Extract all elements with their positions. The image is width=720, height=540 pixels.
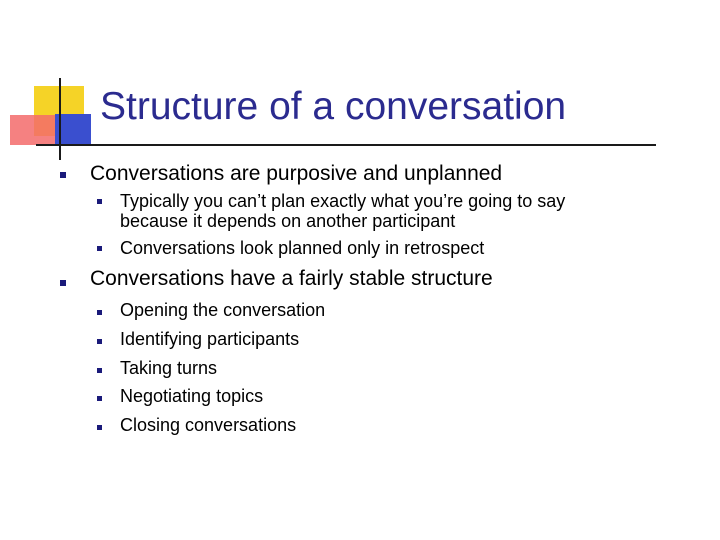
sub-bullet-text-line: Identifying participants — [120, 329, 300, 349]
square-bullet-icon — [60, 172, 66, 178]
sub-bullet-text-line: because it depends on another participant — [120, 211, 456, 231]
square-bullet-icon — [97, 368, 102, 373]
square-bullet-icon — [97, 396, 102, 401]
sub-bullet-text-line: Taking turns — [120, 358, 218, 378]
sub-bullet-text-line: Conversations look planned only in retrospect — [120, 238, 485, 258]
title-underline — [36, 144, 656, 146]
square-bullet-icon — [97, 339, 102, 344]
square-bullet-icon — [97, 199, 102, 204]
slide-title: Structure of a conversation — [100, 85, 567, 128]
sub-bullet-text-line: Closing conversations — [120, 415, 297, 435]
sub-bullet-text-line: Opening the conversation — [120, 300, 326, 320]
square-bullet-icon — [97, 310, 102, 315]
decorative-vertical-line — [59, 78, 61, 160]
square-bullet-icon — [97, 425, 102, 430]
square-bullet-icon — [60, 280, 66, 286]
sub-bullet-text-line: Negotiating topics — [120, 386, 264, 406]
bullet-text: Conversations are purposive and unplanned — [90, 162, 503, 185]
bullet-text: Conversations have a fairly stable structure — [90, 267, 493, 290]
decorative-red-rectangle — [10, 115, 56, 145]
sub-bullet-text-line: Typically you can’t plan exactly what you’re going to say — [120, 191, 566, 211]
square-bullet-icon — [97, 246, 102, 251]
